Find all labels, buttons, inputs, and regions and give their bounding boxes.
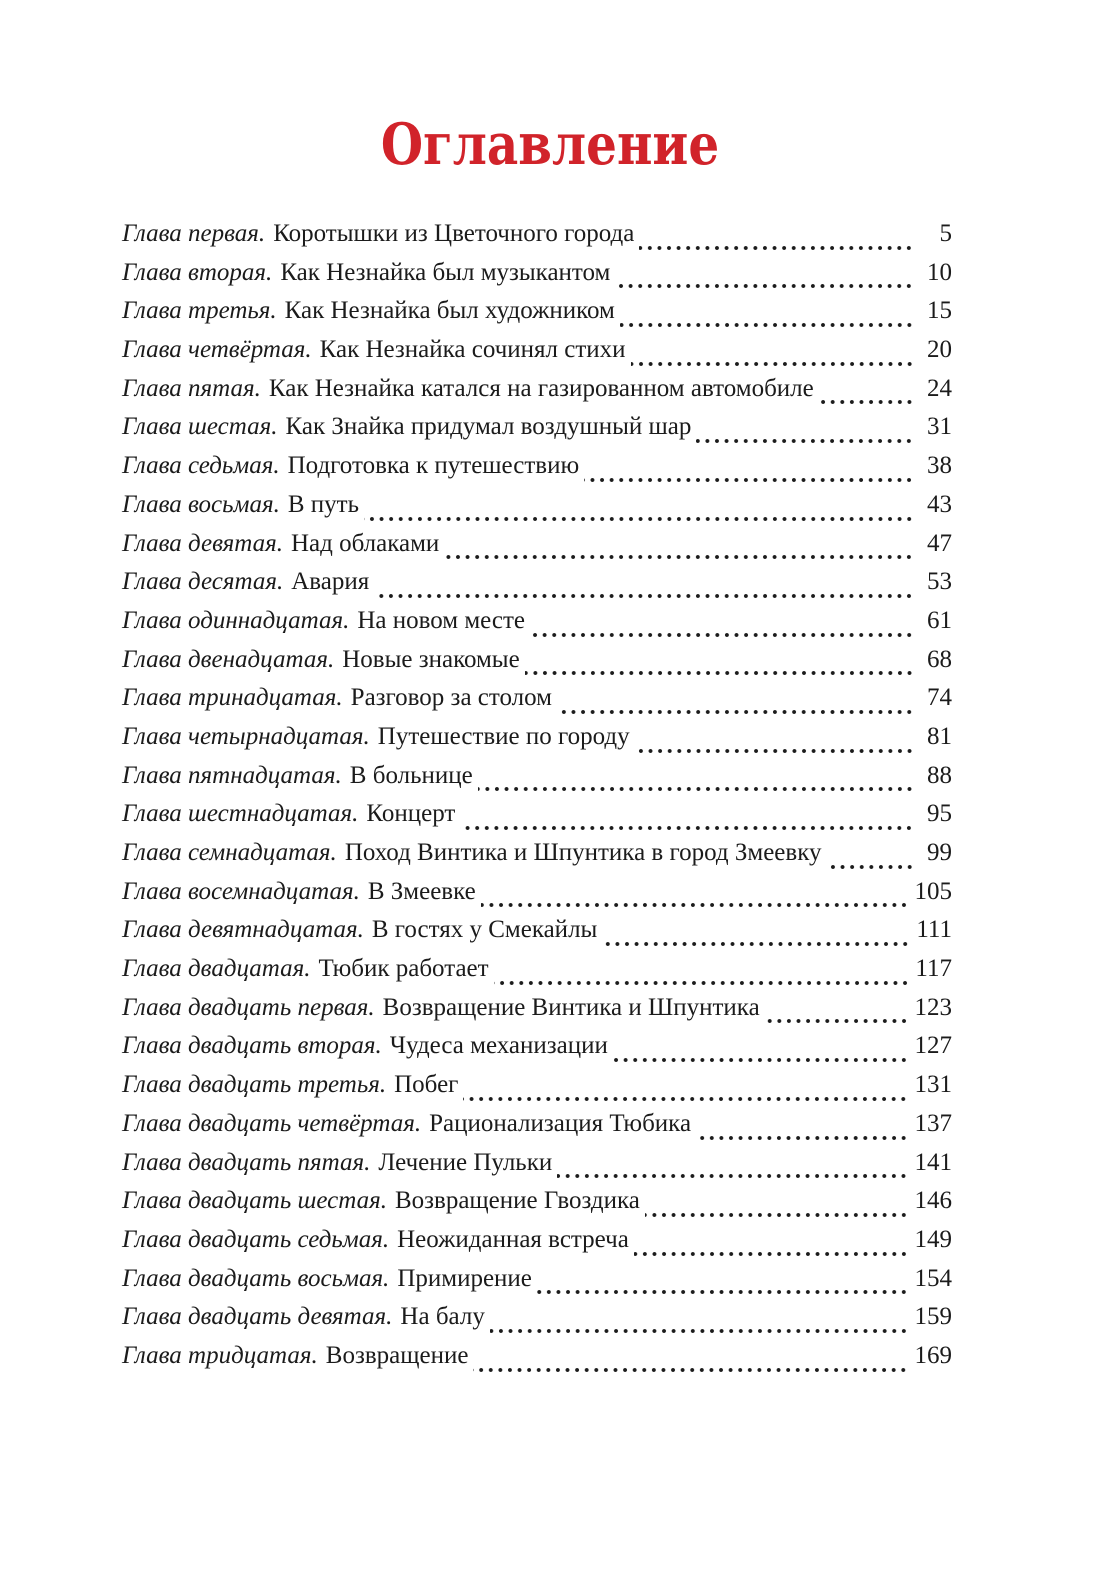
chapter-name: Глава двадцать третья. xyxy=(122,1071,387,1099)
page-title: Оглавление xyxy=(380,111,720,178)
toc-entry xyxy=(122,839,952,878)
chapter-name: Глава третья. xyxy=(122,297,277,325)
chapter-name: Глава пятнадцатая. xyxy=(122,761,342,789)
dot-leader xyxy=(639,220,914,259)
toc-entry xyxy=(122,607,952,646)
chapter-title: В больнице xyxy=(349,761,473,789)
page-number: 15 xyxy=(927,297,952,325)
dot-leader xyxy=(602,916,910,955)
chapter-name: Глава пятая. xyxy=(122,374,261,402)
toc-entry xyxy=(122,955,952,994)
chapter-title: Примирение xyxy=(397,1264,532,1292)
toc-entry xyxy=(122,1032,952,1071)
page-number: 137 xyxy=(914,1109,952,1137)
page-number: 154 xyxy=(914,1264,952,1292)
chapter-name: Глава первая. xyxy=(122,220,266,247)
dot-leader xyxy=(530,607,914,646)
chapter-name: Глава шестнадцатая. xyxy=(122,800,359,828)
page-number: 111 xyxy=(916,916,952,944)
chapter-name: Глава семнадцатая. xyxy=(122,839,337,866)
chapter-title: Как Незнайка катался на газированном автомобиле xyxy=(268,374,814,402)
chapter-title: В Змеевке xyxy=(367,877,476,905)
page-number: 24 xyxy=(927,374,952,402)
toc-entry xyxy=(122,452,952,491)
page-number: 47 xyxy=(927,529,952,557)
chapter-title: Новые знакомые xyxy=(342,645,520,673)
dot-leader xyxy=(827,839,915,878)
page-title-wrap xyxy=(0,111,1100,178)
dot-leader xyxy=(620,297,914,336)
chapter-title: Разговор за столом xyxy=(350,684,552,712)
dot-leader xyxy=(537,1265,909,1304)
chapter-name: Глава девятая. xyxy=(122,529,283,557)
chapter-name: Глава тридцатая. xyxy=(122,1341,318,1369)
chapter-name: Глава двадцать вторая. xyxy=(122,1032,382,1060)
page-number: 81 xyxy=(927,722,952,750)
toc-entry xyxy=(122,336,952,375)
chapter-title: Рационализация Тюбика xyxy=(429,1109,692,1137)
dot-leader xyxy=(819,375,914,414)
dot-leader xyxy=(557,684,914,723)
chapter-title: Возвращение Винтика и Шпунтика xyxy=(382,993,760,1021)
chapter-title: На балу xyxy=(400,1303,485,1331)
chapter-title: Концерт xyxy=(366,800,456,828)
page-number: 169 xyxy=(914,1341,952,1369)
chapter-name: Глава седьмая. xyxy=(122,452,280,480)
chapter-title: Чудеса механизации xyxy=(389,1032,608,1060)
page-number: 53 xyxy=(927,568,952,596)
chapter-name: Глава двадцать пятая. xyxy=(122,1148,371,1176)
page-number: 74 xyxy=(927,684,952,712)
dot-leader xyxy=(374,568,914,607)
toc-entry xyxy=(122,994,952,1033)
page-number: 43 xyxy=(927,490,952,518)
dot-leader xyxy=(481,878,909,917)
chapter-title: Поход Винтика и Шпунтика в город Змеевку xyxy=(344,839,822,866)
dot-leader xyxy=(765,994,909,1033)
toc-entry xyxy=(122,684,952,723)
chapter-name: Глава двадцать девятая. xyxy=(122,1303,393,1331)
dot-leader xyxy=(645,1187,909,1226)
dot-leader xyxy=(364,491,914,530)
toc-entry xyxy=(122,1110,952,1149)
toc-entry xyxy=(122,413,952,452)
chapter-name: Глава одиннадцатая. xyxy=(122,606,350,634)
page-number: 127 xyxy=(914,1032,952,1060)
page-number: 5 xyxy=(939,220,952,247)
dot-leader xyxy=(631,336,914,375)
chapter-title: Как Незнайка был музыкантом xyxy=(280,258,611,286)
page-number: 99 xyxy=(927,839,952,866)
chapter-name: Глава двадцать седьмая. xyxy=(122,1225,390,1253)
toc-entry xyxy=(122,1149,952,1188)
chapter-title: Лечение Пульки xyxy=(378,1148,553,1176)
chapter-name: Глава восемнадцатая. xyxy=(122,877,360,905)
page-number: 10 xyxy=(927,258,952,286)
chapter-name: Глава двадцать восьмая. xyxy=(122,1264,390,1292)
toc-entry xyxy=(122,762,952,801)
page-number: 38 xyxy=(927,452,952,480)
page-number: 141 xyxy=(914,1148,952,1176)
chapter-name: Глава десятая. xyxy=(122,568,284,596)
dot-leader xyxy=(473,1342,908,1381)
page-number: 61 xyxy=(927,606,952,634)
toc-entry xyxy=(122,916,952,955)
toc-entry xyxy=(122,220,952,259)
page-number: 146 xyxy=(914,1187,952,1215)
chapter-title: Возвращение Гвоздика xyxy=(394,1187,640,1215)
toc-entry xyxy=(122,800,952,839)
toc-entry xyxy=(122,1071,952,1110)
dot-leader xyxy=(463,1071,908,1110)
dot-leader xyxy=(584,452,914,491)
chapter-title: Тюбик работает xyxy=(318,955,489,983)
page-number: 131 xyxy=(914,1071,952,1099)
chapter-title: Неожиданная встреча xyxy=(397,1225,629,1253)
chapter-name: Глава восьмая. xyxy=(122,490,280,518)
chapter-name: Глава двенадцатая. xyxy=(122,645,335,673)
dot-leader xyxy=(696,413,914,452)
dot-leader xyxy=(635,723,914,762)
dot-leader xyxy=(613,1032,909,1071)
toc-entry xyxy=(122,491,952,530)
toc-entry xyxy=(122,1265,952,1304)
chapter-name: Глава тринадцатая. xyxy=(122,684,343,712)
dot-leader xyxy=(460,800,914,839)
chapter-name: Глава девятнадцатая. xyxy=(122,916,364,944)
toc-entry xyxy=(122,1342,952,1381)
chapter-title: Как Знайка придумал воздушный шар xyxy=(285,413,692,441)
toc-entry xyxy=(122,259,952,298)
dot-leader xyxy=(615,259,914,298)
toc-entry xyxy=(122,646,952,685)
toc-list xyxy=(122,220,952,1381)
chapter-title: В путь xyxy=(287,490,359,518)
page-number: 20 xyxy=(927,336,952,364)
chapter-name: Глава четвёртая. xyxy=(122,336,312,364)
toc-entry xyxy=(122,1226,952,1265)
chapter-name: Глава двадцать четвёртая. xyxy=(122,1109,422,1137)
chapter-title: В гостях у Смекайлы xyxy=(371,916,598,944)
dot-leader xyxy=(444,530,914,569)
chapter-name: Глава четырнадцатая. xyxy=(122,722,370,750)
dot-leader xyxy=(557,1149,908,1188)
chapter-name: Глава вторая. xyxy=(122,258,273,286)
toc-entry xyxy=(122,878,952,917)
chapter-name: Глава двадцать первая. xyxy=(122,993,375,1021)
dot-leader xyxy=(525,646,914,685)
dot-leader xyxy=(696,1110,908,1149)
chapter-title: Подготовка к путешествию xyxy=(287,452,580,480)
chapter-title: Побег xyxy=(394,1071,459,1099)
toc-entry xyxy=(122,1187,952,1226)
toc-entry xyxy=(122,530,952,569)
dot-leader xyxy=(494,955,910,994)
page-number: 117 xyxy=(915,955,952,983)
chapter-title: Путешествие по городу xyxy=(377,722,630,750)
chapter-title: Как Незнайка был художником xyxy=(284,297,615,325)
page-number: 95 xyxy=(927,800,952,828)
toc-entry xyxy=(122,297,952,336)
dot-leader xyxy=(478,762,914,801)
chapter-title: Над облаками xyxy=(290,529,440,557)
page-number: 105 xyxy=(914,877,952,905)
dot-leader xyxy=(490,1303,909,1342)
chapter-name: Глава двадцать шестая. xyxy=(122,1187,387,1215)
page-number: 88 xyxy=(927,761,952,789)
toc-entry xyxy=(122,375,952,414)
page-number: 68 xyxy=(927,645,952,673)
toc-entry xyxy=(122,568,952,607)
chapter-title: На новом месте xyxy=(357,606,526,634)
dot-leader xyxy=(634,1226,909,1265)
chapter-title: Авария xyxy=(291,568,370,596)
chapter-title: Коротышки из Цветочного города xyxy=(273,220,635,247)
toc-entry xyxy=(122,1303,952,1342)
page-number: 149 xyxy=(914,1225,952,1253)
chapter-title: Возвращение xyxy=(325,1341,469,1369)
toc-entry xyxy=(122,723,952,762)
page-number: 123 xyxy=(914,993,952,1021)
chapter-title: Как Незнайка сочинял стихи xyxy=(319,336,626,364)
page-number: 31 xyxy=(927,413,952,441)
page-number: 159 xyxy=(914,1303,952,1331)
chapter-name: Глава шестая. xyxy=(122,413,278,441)
chapter-name: Глава двадцатая. xyxy=(122,955,311,983)
